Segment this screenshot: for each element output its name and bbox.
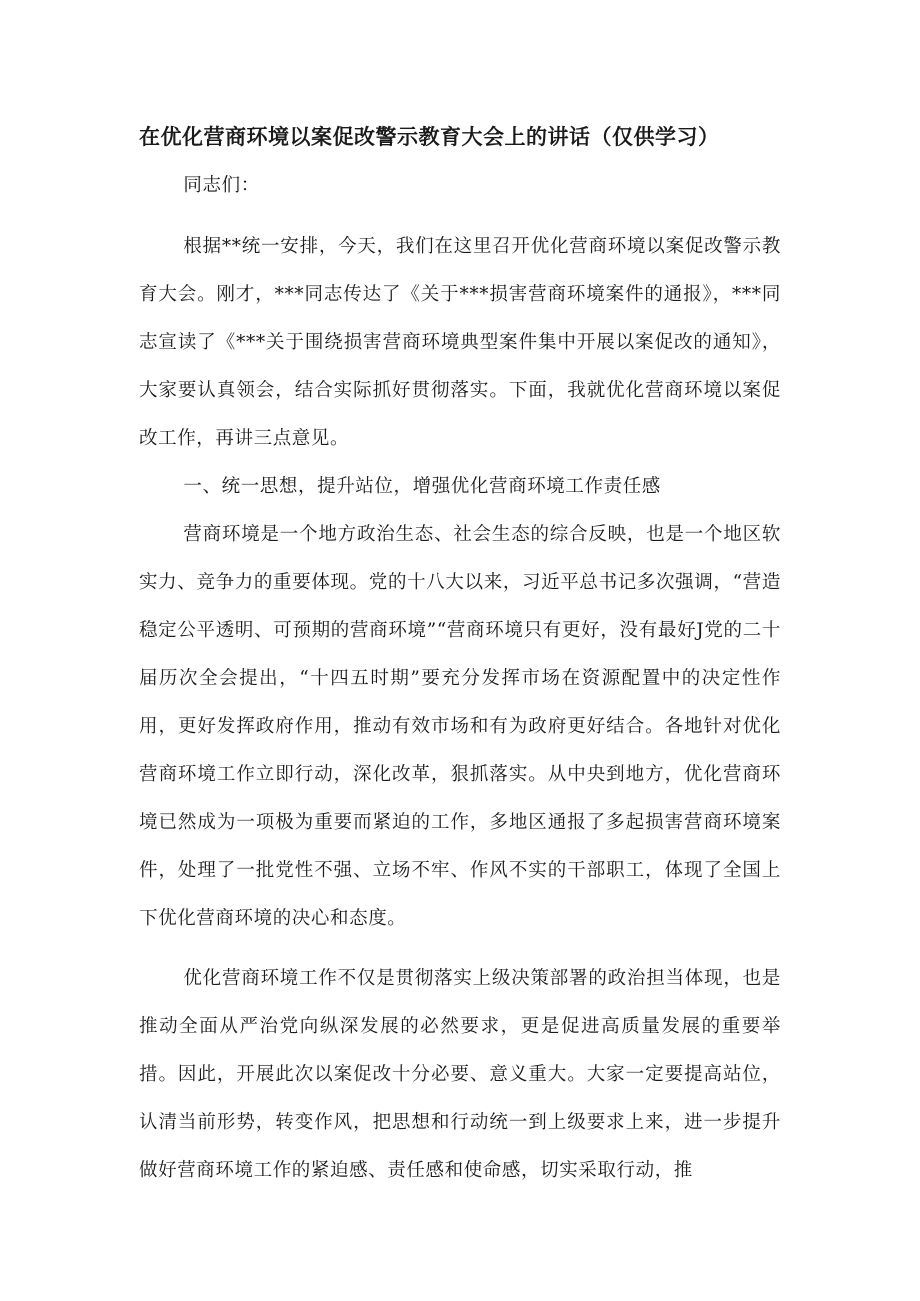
salutation: 同志们： bbox=[183, 175, 260, 196]
section-heading-1: 一、统一思想，提升站位，增强优化营商环境工作责任感 bbox=[183, 476, 661, 497]
paragraph-optimization-work: 优化营商环境工作不仅是贯彻落实上级决策部署的政治担当体现，也是推动全面从严治党向纵深发展的必然要求，更是促进高质量发展的重要举措。因此，开展此次以案促改十分必要、意义重大。大家一定要提高站位，认清当前形势，转变作风，把思想和行动统一到上级要求上来，进一步提升做好营商环境工作的紧迫感、责任感和使命感，切实采取行动，推 bbox=[139, 968, 781, 1181]
document-title: 在优化营商环境以案促改警示教育大会上的讲话（仅供学习） bbox=[139, 125, 720, 149]
paragraph-business-environment: 营商环境是一个地方政治生态、社会生态的综合反映，也是一个地区软实力、竞争力的重要体现。党的十八大以来，习近平总书记多次强调，“营造稳定公平透明、可预期的营商环境”“营商环境只有更好，没有最好J党的二十届历次全会提出，“十四五时期”要充分发挥市场在资源配置中的决定性作用，更好发挥政府作用，推动有效市场和有为政府更好结合。各地针对优化营商环境工作立即行动，深化改革，狠抓落实。从中央到地方，优化营商环境已然成为一项极为重要而紧迫的工作，多地区通报了多起损害营商环境案件，处理了一批党性不强、立场不牢、作风不实的干部职工，体现了全国上下优化营商环境的决心和态度。 bbox=[139, 524, 781, 929]
paragraph-intro: 根据**统一安排，今天，我们在这里召开优化营商环境以案促改警示教育大会。刚才，***同志传达了《关于***损害营商环境案件的通报》，***同志宣读了《***关于围绕损害营商环境典型案件集中开展以案促改的通知》，大家要认真领会，结合实际抓好贯彻落实。下面，我就优化营商环境以案促改工作，再讲三点意见。 bbox=[139, 236, 781, 449]
document-body bbox=[139, 171, 781, 1195]
